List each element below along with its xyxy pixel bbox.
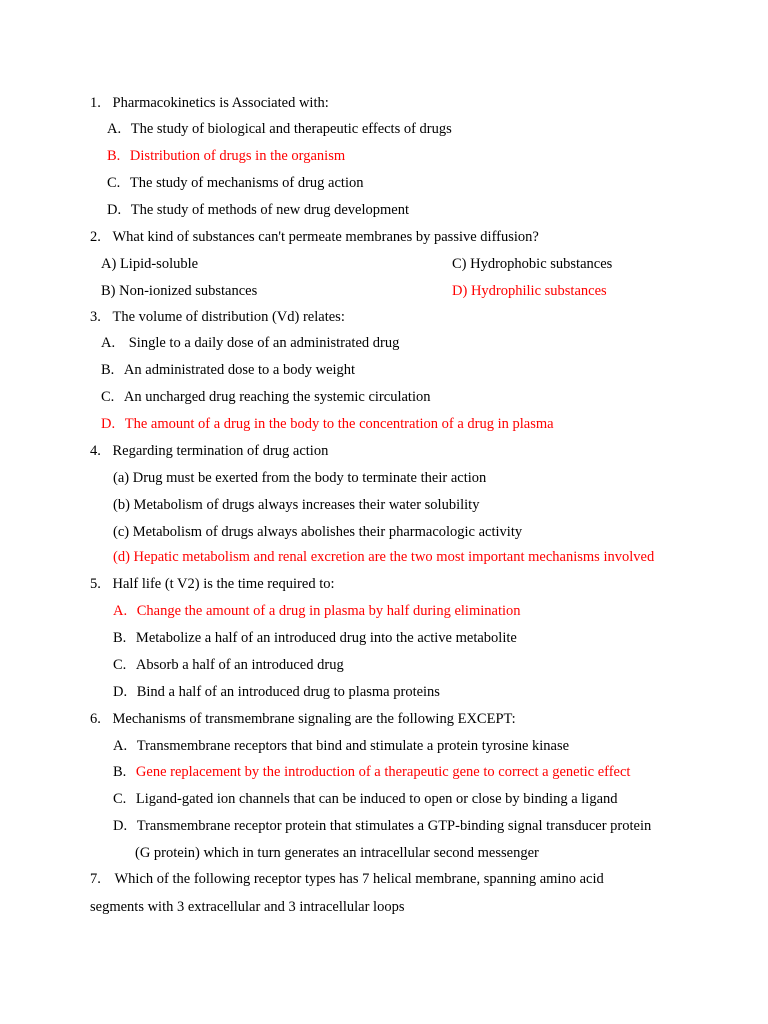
question-5 (90, 575, 335, 593)
question-3 (90, 308, 345, 326)
option-text: Absorb a half of an introduced drug (135, 657, 344, 673)
option-text: Lipid-soluble (119, 256, 199, 272)
option-6b-correct (113, 763, 630, 781)
option-label: (a) (113, 470, 130, 486)
option-4b (113, 496, 479, 514)
question-text: Half life (t V2) is the time required to: (112, 576, 335, 592)
option-text: Distribution of drugs in the organism (129, 148, 346, 164)
option-text: The amount of a drug in the body to the concentration of a drug in plasma (124, 416, 554, 432)
option-label: B) (101, 283, 116, 299)
option-text: The study of biological and therapeutic effects of drugs (130, 121, 452, 137)
option-text: Metabolize a half of an introduced drug into the active metabolite (135, 630, 517, 646)
question-text: Mechanisms of transmembrane signaling are the following EXCEPT: (112, 711, 516, 727)
option-6c (113, 790, 618, 808)
question-number: 3. (90, 309, 101, 325)
option-3a (101, 334, 399, 352)
option-text: The study of methods of new drug development (130, 202, 409, 218)
option-text: Gene replacement by the introduction of a therapeutic gene to correct a genetic effect (135, 764, 631, 780)
question-number: 1. (90, 95, 101, 111)
question-4 (90, 442, 328, 460)
option-label: C. (113, 657, 127, 673)
option-4c (113, 523, 522, 541)
option-5d (113, 683, 440, 701)
option-label: B. (113, 764, 127, 780)
option-1c (107, 174, 363, 192)
option-label: C. (113, 791, 127, 807)
option-text: Hydrophobic substances (470, 256, 613, 272)
question-1 (90, 94, 329, 112)
option-text: Hepatic metabolism and renal excretion are the two most important mechanisms involved (133, 549, 655, 565)
option-label: (c) (113, 524, 130, 540)
option-text: Metabolism of drugs always increases their water solubility (133, 497, 480, 513)
option-label: A) (101, 256, 117, 272)
option-text: Single to a daily dose of an administrated drug (128, 335, 400, 351)
option-label: D) (452, 283, 468, 299)
option-5a-correct (113, 602, 521, 620)
option-5b (113, 629, 517, 647)
option-6d-continuation: (G protein) which in turn generates an intracellular second messenger (135, 845, 539, 861)
question-text: Regarding termination of drug action (112, 443, 329, 459)
option-2c (452, 255, 612, 273)
option-2d-correct (452, 282, 607, 300)
option-3c (101, 388, 430, 406)
option-text: The study of mechanisms of drug action (129, 175, 364, 191)
question-7-continuation: segments with 3 extracellular and 3 intracellular loops (90, 899, 405, 915)
question-number: 7. (90, 871, 101, 887)
option-6d (113, 817, 651, 835)
option-text: Ligand-gated ion channels that can be induced to open or close by binding a ligand (135, 791, 618, 807)
option-1d (107, 201, 409, 219)
option-text: Change the amount of a drug in plasma by half during elimination (136, 603, 521, 619)
option-label: D. (113, 818, 128, 834)
question-text: The volume of distribution (Vd) relates: (112, 309, 345, 325)
option-text: An uncharged drug reaching the systemic circulation (123, 389, 431, 405)
option-text: Bind a half of an introduced drug to plasma proteins (136, 684, 440, 700)
option-3d-correct (101, 415, 554, 433)
option-4d-correct (113, 548, 654, 566)
option-label: B. (113, 630, 127, 646)
option-label: C. (101, 389, 115, 405)
option-label: A. (113, 738, 128, 754)
option-label: B. (101, 362, 115, 378)
option-label: A. (101, 335, 116, 351)
question-number: 5. (90, 576, 101, 592)
option-text: Metabolism of drugs always abolishes their pharmacologic activity (132, 524, 523, 540)
option-2a (101, 255, 198, 273)
option-text: Drug must be exerted from the body to terminate their action (132, 470, 487, 486)
option-label: B. (107, 148, 121, 164)
option-text: An administrated dose to a body weight (123, 362, 356, 378)
option-label: (d) (113, 549, 130, 565)
question-7 (90, 870, 604, 888)
option-label: A. (113, 603, 128, 619)
option-text: Transmembrane receptors that bind and stimulate a protein tyrosine kinase (136, 738, 570, 754)
question-text: Which of the following receptor types has 7 helical membrane, spanning amino acid (114, 871, 604, 887)
option-1b-correct (107, 147, 345, 165)
question-text: Pharmacokinetics is Associated with: (112, 95, 329, 111)
option-2b (101, 282, 257, 300)
option-label: D. (113, 684, 128, 700)
option-5c (113, 656, 344, 674)
option-label: C. (107, 175, 121, 191)
option-label: A. (107, 121, 122, 137)
option-text: Hydrophilic substances (470, 283, 607, 299)
option-6a (113, 737, 569, 755)
question-text: What kind of substances can't permeate membranes by passive diffusion? (112, 229, 539, 245)
option-text: Non-ionized substances (119, 283, 258, 299)
question-number: 2. (90, 229, 101, 245)
option-label: D. (101, 416, 116, 432)
question-number: 6. (90, 711, 101, 727)
option-text: Transmembrane receptor protein that stimulates a GTP-binding signal transducer protein (136, 818, 652, 834)
question-6 (90, 710, 516, 728)
option-3b (101, 361, 355, 379)
question-2 (90, 228, 539, 246)
option-4a (113, 469, 486, 487)
option-1a (107, 120, 452, 138)
option-label: (b) (113, 497, 130, 513)
option-label: D. (107, 202, 122, 218)
question-number: 4. (90, 443, 101, 459)
option-label: C) (452, 256, 467, 272)
